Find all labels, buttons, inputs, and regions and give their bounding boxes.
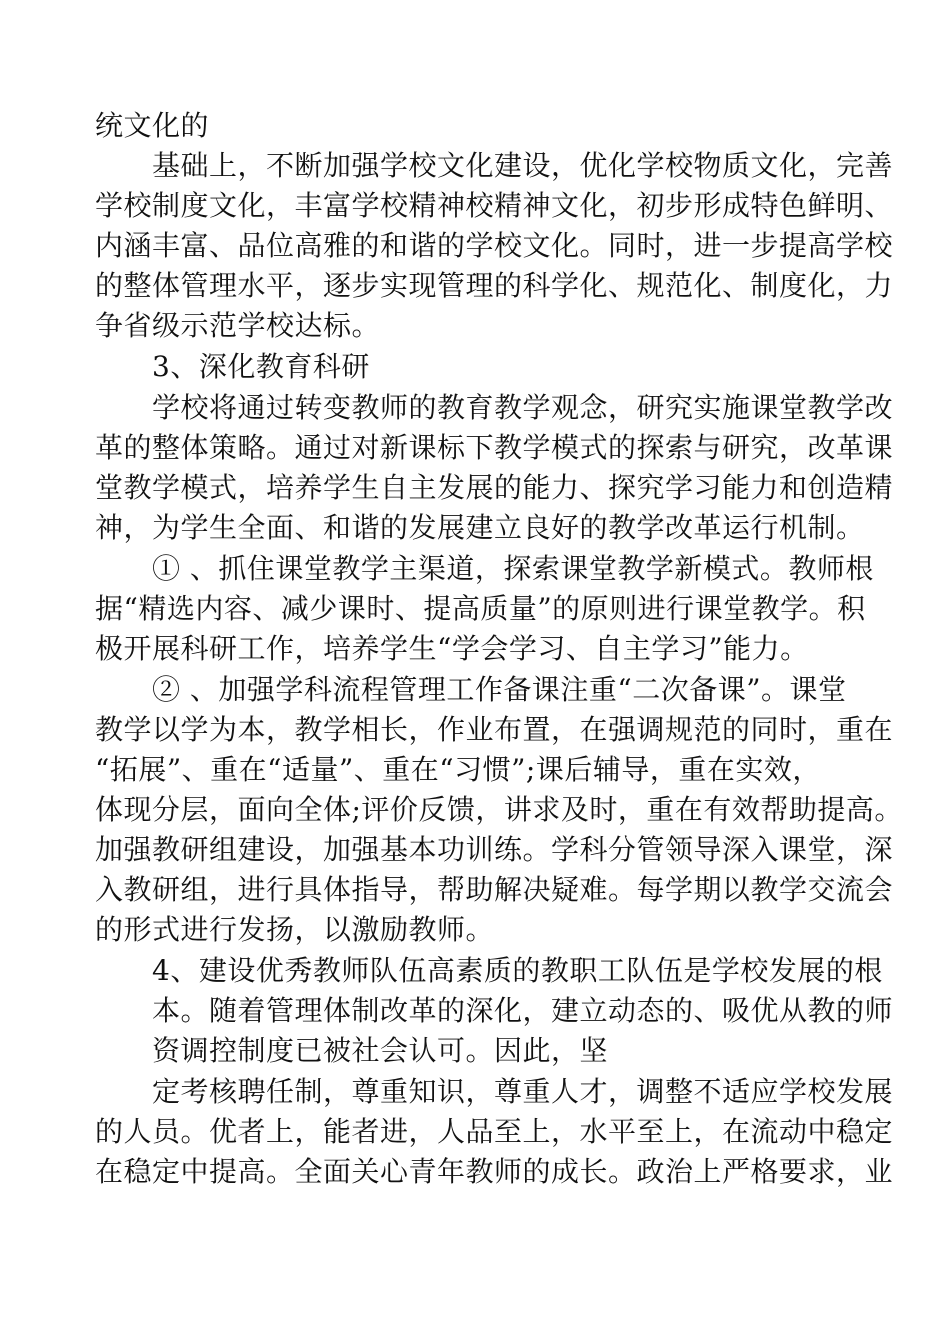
text-line: 统文化的 bbox=[95, 109, 210, 142]
text-line: 据“精选内容、减少课时、提高质量”的原则进行课堂教学。积 bbox=[95, 592, 866, 625]
text-line: 资调控制度已被社会认可。因此，坚 bbox=[152, 1034, 609, 1067]
text-line: 学校将通过转变教师的教育教学观念，研究实施课堂教学改 bbox=[152, 391, 894, 424]
text-line: 体现分层，面向全体;评价反馈，讲求及时，重在有效帮助提高。 bbox=[95, 793, 903, 826]
text-line: “拓展”、重在“适量”、重在“习惯”;课后辅导，重在实效， bbox=[95, 753, 821, 786]
text-line: 堂教学模式，培养学生自主发展的能力、探究学习能力和创造精 bbox=[95, 471, 894, 504]
text-line: 的整体管理水平，逐步实现管理的科学化、规范化、制度化，力 bbox=[95, 269, 894, 302]
text-line: 的形式进行发扬，以激励教师。 bbox=[95, 913, 495, 946]
section-heading: 4、建设优秀教师队伍高素质的教职工队伍是学校发展的根 bbox=[152, 954, 883, 987]
text-line: 争省级示范学校达标。 bbox=[95, 309, 381, 342]
text-line: 本。随着管理体制改革的深化，建立动态的、吸优从教的师 bbox=[152, 994, 894, 1027]
text-line: 革的整体策略。通过对新课标下教学模式的探索与研究，改革课 bbox=[95, 431, 894, 464]
text-line: 神，为学生全面、和谐的发展建立良好的教学改革运行机制。 bbox=[95, 511, 865, 544]
text-line: ② 、加强学科流程管理工作备课注重“二次备课”。课堂 bbox=[152, 673, 847, 706]
text-line: 定考核聘任制，尊重知识，尊重人才，调整不适应学校发展 bbox=[152, 1075, 894, 1108]
text-line: 极开展科研工作，培养学生“学会学习、自主学习”能力。 bbox=[95, 632, 809, 665]
text-line: ① 、抓住课堂教学主渠道，探索课堂教学新模式。教师根 bbox=[152, 552, 874, 585]
text-line: 在稳定中提高。全面关心青年教师的成长。政治上严格要求，业 bbox=[95, 1155, 894, 1188]
text-line: 基础上，不断加强学校文化建设，优化学校物质文化，完善 bbox=[152, 149, 894, 182]
text-line: 教学以学为本，教学相长，作业布置，在强调规范的同时，重在 bbox=[95, 713, 894, 746]
section-heading: 3、深化教育科研 bbox=[152, 350, 370, 383]
text-line: 的人员。优者上，能者进，人品至上，水平至上，在流动中稳定 bbox=[95, 1115, 894, 1148]
text-line: 学校制度文化，丰富学校精神校精神文化，初步形成特色鲜明、 bbox=[95, 189, 894, 222]
text-line: 内涵丰富、品位高雅的和谐的学校文化。同时，进一步提高学校 bbox=[95, 229, 894, 262]
text-line: 加强教研组建设，加强基本功训练。学科分管领导深入课堂，深 bbox=[95, 833, 894, 866]
text-line: 入教研组，进行具体指导，帮助解决疑难。每学期以教学交流会 bbox=[95, 873, 894, 906]
